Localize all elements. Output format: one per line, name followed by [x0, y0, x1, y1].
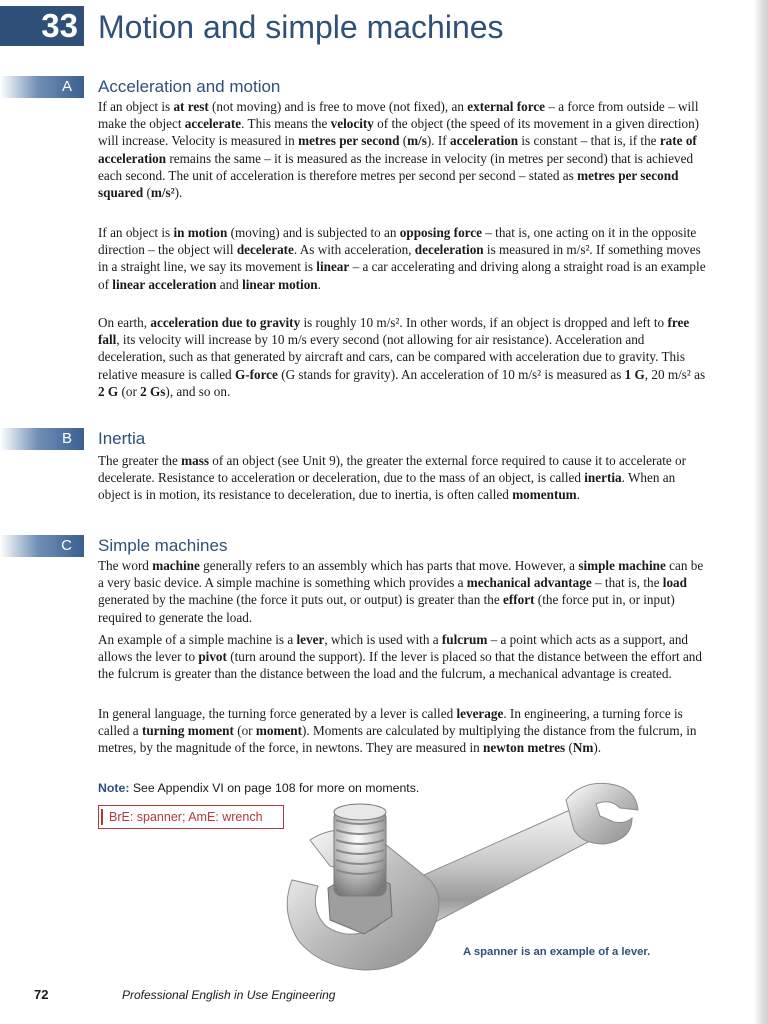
section-b-title: Inertia — [98, 429, 146, 448]
unit-title: Motion and simple machines — [98, 9, 504, 45]
section-c-paragraph-2: An example of a simple machine is a lever, which is used with a fulcrum – a point which acts as a support, and allows the lever to pivot (turn around the support). If the lever is placed so that the distance between the effort and the fulcrum is greater than the distance between the load and the fulcrum, a mechanical advantage is created. — [98, 632, 702, 682]
vocab-box — [98, 805, 284, 829]
page-edge-shadow — [754, 0, 768, 1024]
section-c-title: Simple machines — [98, 536, 228, 555]
section-a-paragraph-1: If an object is at rest (not moving) and is free to move (not fixed), an external force – a force from outside – will make the object accelerate. This means the velocity of the object (the speed of its movement in a given direction) will increase. Velocity is measured in metres per second (m/s). If acceleration is constant – that is, if the rate of acceleration remains the same – it is measured as the increase in velocity (in metres per second) that is achieved each second. The unit of acceleration is therefore metres per second per second – stated as metres per second squared (m/s²). — [98, 99, 700, 201]
vocab-box-text: BrE: spanner; AmE: wrench — [109, 810, 263, 824]
unit-number-badge: 33 — [0, 6, 84, 46]
image-caption: A spanner is an example of a lever. — [463, 946, 651, 958]
page-number: 72 — [34, 987, 49, 1002]
section-a-paragraph-2: If an object is in motion (moving) and is subjected to an opposing force – that is, one acting on it in the opposite direction – the object will decelerate. As with acceleration, deceleration is measured in m/s². If something moves in a straight line, we say its movement is linear – a car accelerating and driving along a straight road is an example of linear acceleration and linear motion. — [98, 225, 706, 292]
book-title: Professional English in Use Engineering — [122, 988, 336, 1002]
section-b-paragraph-1: The greater the mass of an object (see Unit 9), the greater the external force required to cause it to accelerate or decelerate. Resistance to acceleration or deceleration, due to the mass of an object, is called inertia. When an object is in motion, its resistance to deceleration, due to inertia, is often called momentum. — [98, 453, 687, 503]
section-a-paragraph-3: On earth, acceleration due to gravity is roughly 10 m/s². In other words, if an object is dropped and left to free fall, its velocity will increase by 10 m/s every second (not allowing for air resistance). Acceleration and deceleration, such as that generated by aircraft and cars, can be compared with acceleration due to gravity. This relative measure is called G-force (G stands for gravity). An acceleration of 10 m/s² is measured as 1 G, 20 m/s² as 2 G (or 2 Gs), and so on. — [98, 315, 706, 399]
section-c-marker: C — [0, 535, 84, 557]
section-c-paragraph-3: In general language, the turning force generated by a lever is called leverage. In engineering, a turning force is called a turning moment (or moment). Moments are calculated by multiplying the distance from the fulcrum, in metres, by the magnitude of the force, in newtons. They are measured in newton metres (Nm). — [98, 706, 697, 756]
section-a-marker: A — [0, 76, 84, 98]
note-label: Note: — [98, 781, 130, 795]
section-b-marker: B — [0, 428, 84, 450]
section-c-paragraph-1: The word machine generally refers to an assembly which has parts that move. However, a simple machine can be a very basic device. A simple machine is something which provides a mechanical advantage – that is, the load generated by the machine (the force it puts out, or output) is greater than the effort (the force put in, or input) required to generate the load. — [98, 558, 704, 625]
vocab-box-marker — [101, 809, 103, 825]
section-a-title: Acceleration and motion — [98, 77, 281, 96]
note-text: See Appendix VI on page 108 for more on moments. — [132, 781, 420, 795]
